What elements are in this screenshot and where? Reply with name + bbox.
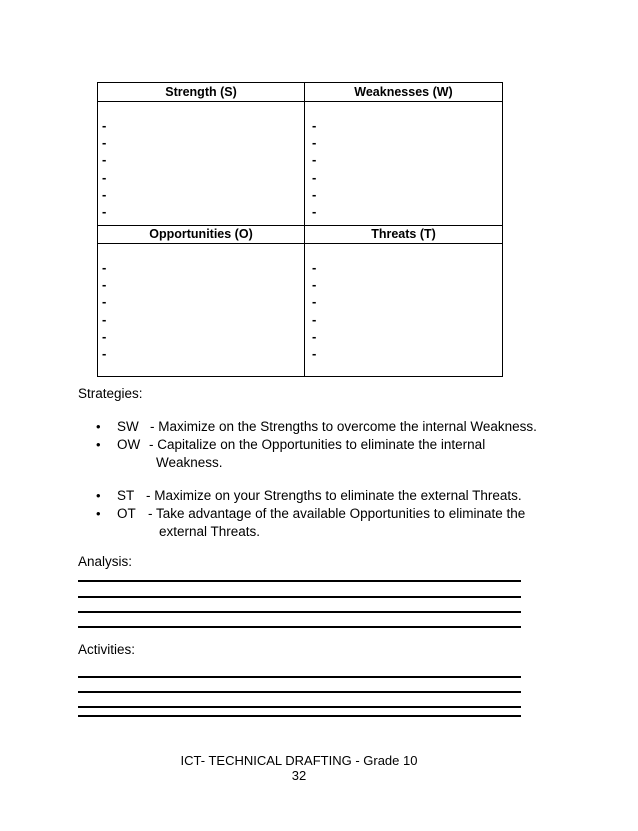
- list-item: -: [102, 294, 107, 310]
- table-divider: [98, 101, 502, 102]
- answer-line: [78, 611, 521, 613]
- strategy-text-cont: external Threats.: [159, 524, 261, 539]
- threats-header: Threats (T): [371, 227, 436, 241]
- answer-line: [78, 706, 521, 708]
- analysis-label: Analysis:: [78, 554, 133, 569]
- strength-header: Strength (S): [165, 85, 237, 99]
- strategy-text: - Take advantage of the available Opportunities to eliminate the: [148, 506, 526, 521]
- swot-table: [97, 82, 503, 377]
- opportunities-list: [102, 259, 106, 362]
- list-item: -: [312, 135, 317, 151]
- list-item: -: [102, 328, 107, 344]
- list-item: -: [102, 186, 107, 202]
- weaknesses-header: Weaknesses (W): [354, 85, 453, 99]
- bullet-icon: •: [96, 419, 101, 434]
- strategy-code: OW: [117, 437, 141, 452]
- table-divider: [98, 243, 502, 244]
- list-item: -: [312, 118, 317, 133]
- opportunities-header: Opportunities (O): [149, 227, 253, 241]
- strategy-text: - Maximize on the Strengths to overcome the internal Weakness.: [150, 419, 537, 434]
- bullet-icon: •: [96, 437, 101, 452]
- list-item: -: [102, 203, 107, 219]
- list-item: -: [102, 135, 107, 151]
- list-item: -: [312, 186, 317, 202]
- list-item: -: [312, 328, 317, 344]
- list-item: -: [312, 169, 317, 185]
- table-divider: [304, 83, 305, 376]
- list-item: -: [102, 345, 107, 361]
- page-number: 32: [291, 768, 307, 783]
- list-item: -: [102, 169, 107, 185]
- strength-list: [102, 117, 106, 220]
- list-item: -: [102, 311, 107, 327]
- threats-list: [312, 259, 316, 362]
- answer-line: [78, 596, 521, 598]
- activities-label: Activities:: [78, 642, 136, 657]
- list-item: -: [102, 118, 107, 133]
- answer-line: [78, 676, 521, 678]
- weaknesses-list: [312, 117, 316, 220]
- strategy-code: ST: [117, 488, 135, 503]
- strategy-text: - Maximize on your Strengths to eliminate the external Threats.: [146, 488, 522, 503]
- bullet-icon: •: [96, 488, 101, 503]
- answer-line: [78, 626, 521, 628]
- list-item: -: [312, 203, 317, 219]
- list-item: -: [312, 311, 317, 327]
- list-item: -: [102, 260, 107, 275]
- list-item: -: [312, 294, 317, 310]
- list-item: -: [312, 260, 317, 275]
- strategies-label: Strategies:: [78, 386, 143, 401]
- answer-line: [78, 691, 521, 693]
- list-item: -: [312, 345, 317, 361]
- strategy-code: SW: [117, 419, 139, 434]
- footer-title: ICT- TECHNICAL DRAFTING - Grade 10: [180, 753, 418, 768]
- bullet-icon: •: [96, 506, 101, 521]
- strategy-text: - Capitalize on the Opportunities to eliminate the internal: [149, 437, 486, 452]
- answer-line: [78, 715, 521, 717]
- strategy-text-cont: Weakness.: [156, 455, 223, 470]
- list-item: -: [102, 152, 107, 168]
- list-item: -: [312, 277, 317, 293]
- list-item: -: [102, 277, 107, 293]
- list-item: -: [312, 152, 317, 168]
- answer-line: [78, 580, 521, 582]
- strategy-code: OT: [117, 506, 136, 521]
